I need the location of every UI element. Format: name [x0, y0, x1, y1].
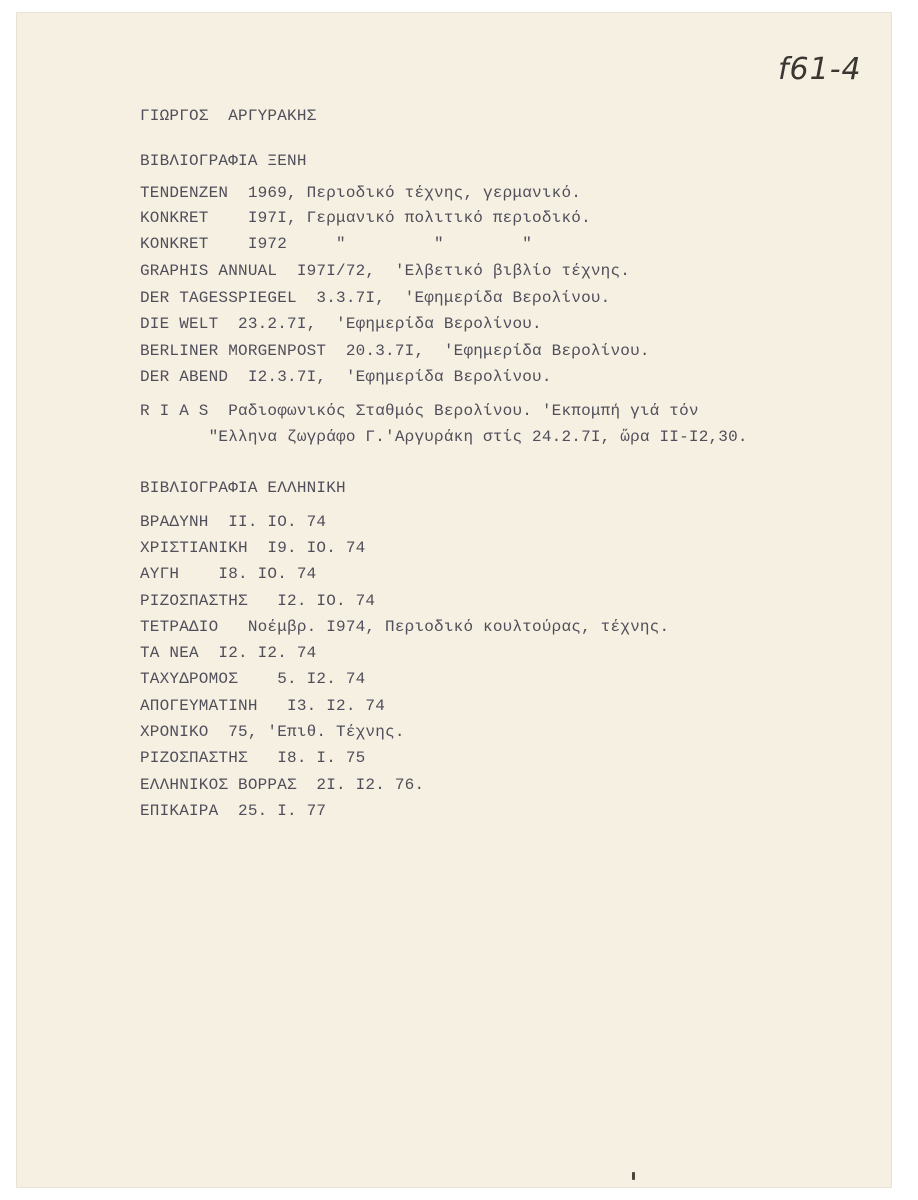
greek-entry: ΕΛΛΗΝΙΚΟΣ ΒΟΡΡΑΣ 2I. I2. 76. [140, 776, 425, 794]
greek-entry: ΧΡΙΣΤΙΑΝΙΚΗ I9. IO. 74 [140, 539, 366, 557]
paper-speck [632, 1172, 635, 1180]
greek-bibliography-heading: ΒΙΒΛΙΟΓΡΑΦΙΑ ΕΛΛΗΝΙΚΗ [140, 479, 346, 497]
foreign-entry: DIE WELT 23.2.7I, 'Εφημερίδα Βερολίνου. [140, 315, 542, 333]
foreign-entry: KONKRET I97I, Γερμανικό πολιτικό περιοδικό. [140, 209, 591, 227]
greek-entry: ΡΙΖΟΣΠΑΣΤΗΣ I2. IO. 74 [140, 592, 376, 610]
greek-entry: ΤΑΧΥΔΡΟΜΟΣ 5. I2. 74 [140, 670, 366, 688]
foreign-entry: DER TAGESSPIEGEL 3.3.7I, 'Εφημερίδα Βερολίνου. [140, 289, 611, 307]
rias-entry-line2: "Ελληνα ζωγράφο Γ.'Αργυράκη στίς 24.2.7I, ὥρα II-I2,30. [140, 428, 748, 446]
greek-entry: ΤΕΤΡΑΔΙΟ Νοέμβρ. I974, Περιοδικό κουλτούρας, τέχνης. [140, 618, 670, 636]
greek-entry: ΑΠΟΓΕΥΜΑΤΙΝΗ I3. I2. 74 [140, 697, 386, 715]
foreign-entry: GRAPHIS ANNUAL I97I/72, 'Ελβετικό βιβλίο τέχνης. [140, 262, 631, 280]
greek-entry: ΕΠΙΚΑΙΡΑ 25. I. 77 [140, 802, 327, 820]
greek-entry: ΑΥΓΗ I8. IO. 74 [140, 565, 317, 583]
author-name: ΓΙΩΡΓΟΣ ΑΡΓΥΡΑΚΗΣ [140, 107, 317, 125]
greek-entry: ΒΡΑΔΥΝΗ II. IO. 74 [140, 513, 327, 531]
handwritten-annotation: f61-4 [778, 52, 862, 87]
foreign-entry: TENDENZEN 1969, Περιοδικό τέχνης, γερμανικό. [140, 184, 582, 202]
rias-entry-line1: R I A S Ραδιοφωνικός Σταθμός Βερολίνου. 'Εκπομπή γιά τόν [140, 402, 699, 420]
greek-entry: ΧΡΟΝΙΚΟ 75, 'Επιθ. Τέχνης. [140, 723, 405, 741]
greek-entry: ΤΑ ΝΕΑ I2. I2. 74 [140, 644, 317, 662]
foreign-entry: BERLINER MORGENPOST 20.3.7I, 'Εφημερίδα Βερολίνου. [140, 342, 650, 360]
foreign-bibliography-heading: ΒΙΒΛΙΟΓΡΑΦΙΑ ΞΕΝΗ [140, 152, 307, 170]
greek-entry: ΡΙΖΟΣΠΑΣΤΗΣ I8. I. 75 [140, 749, 366, 767]
foreign-entry: DER ABEND I2.3.7I, 'Εφημερίδα Βερολίνου. [140, 368, 552, 386]
foreign-entry: KONKRET I972 " " " [140, 235, 533, 253]
